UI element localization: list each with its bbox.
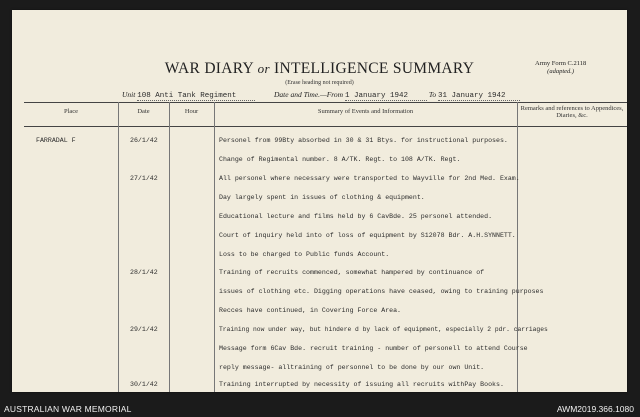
row-summary: All personel where necessary were transported to Wayville for 2nd Med. Exam. bbox=[219, 175, 520, 182]
row-summary: Court of inquiry held into of loss of equipment by S12078 Bdr. A.H.SYNNETT. bbox=[219, 232, 516, 239]
row-summary: Educational lecture and films held by 6 CavBde. 25 personel attended. bbox=[219, 213, 493, 220]
date-to-value: 31 January 1942 bbox=[438, 92, 520, 101]
row-summary: Training interrupted by necessity of issuing all recruits withPay Books. bbox=[219, 381, 504, 388]
diary-page bbox=[12, 10, 627, 392]
row-summary: Day largely spent in issues of clothing & equipment. bbox=[219, 194, 425, 201]
col-divider bbox=[214, 102, 215, 392]
row-date: 29/1/42 bbox=[130, 326, 158, 333]
diary-table bbox=[24, 102, 627, 392]
date-to-label: To bbox=[428, 90, 437, 99]
col-divider bbox=[118, 102, 119, 392]
date-line bbox=[274, 90, 520, 101]
row-summary: Personel from 99Bty absorbed in 30 & 31 Btys. for instructional purposes. bbox=[219, 137, 508, 144]
title-or: or bbox=[257, 61, 270, 76]
table-top-rule bbox=[24, 102, 627, 103]
row-summary: Training of recruits commenced, somewhat hampered by continuance of bbox=[219, 269, 485, 276]
erase-heading-note: (Erase heading not required) bbox=[285, 80, 354, 86]
unit-label: Unit bbox=[122, 90, 136, 99]
row-summary: Message form 6Cav Bde. recruit training - number of personell to attend Course bbox=[219, 345, 528, 352]
adapted-label: (adapted.) bbox=[547, 68, 575, 75]
institution-caption: AUSTRALIAN WAR MEMORIAL bbox=[4, 404, 132, 414]
army-form-label: Army Form C.2118 bbox=[535, 60, 587, 67]
title-war-diary: WAR DIARY bbox=[164, 60, 254, 77]
row-summary: Recces have continued, in Covering Force Area. bbox=[219, 307, 402, 314]
unit-value: 108 Anti Tank Regiment bbox=[137, 92, 255, 101]
col-header-remarks: Remarks and references to Appendices, Diaries, &c. bbox=[520, 105, 624, 119]
title-intelligence-summary: INTELLIGENCE SUMMARY bbox=[274, 60, 475, 77]
army-form-number bbox=[535, 60, 586, 76]
col-divider bbox=[169, 102, 170, 392]
col-header-summary: Summary of Events and Information bbox=[317, 108, 414, 115]
row-date: 28/1/42 bbox=[130, 269, 158, 276]
accession-number: AWM2019.366.1080 bbox=[556, 404, 634, 414]
row-summary: Change of Regimental number. 8 A/TK. Regt. to 108 A/TK. Regt. bbox=[219, 156, 461, 163]
row-summary: issues of clothing etc. Digging operations have ceased, owing to training purposes bbox=[219, 288, 544, 295]
row-summary: reply message- alltraining of personnel to be done by our own Unit. bbox=[219, 364, 485, 371]
row-summary: Training now under way, but hindere d by lack of equipment, especially 2 pdr. carriages bbox=[219, 326, 548, 333]
header-rule bbox=[24, 126, 627, 127]
row-date: 26/1/42 bbox=[130, 137, 158, 144]
date-from-value: 1 January 1942 bbox=[345, 92, 427, 101]
row-date: 30/1/42 bbox=[130, 381, 158, 388]
date-from-label: Date and Time.—From bbox=[274, 90, 344, 99]
col-header-hour: Hour bbox=[184, 108, 199, 115]
col-header-date: Date bbox=[137, 108, 150, 115]
row-summary: Loss to be charged to Public funds Account. bbox=[219, 251, 390, 258]
row-date: 27/1/42 bbox=[130, 175, 158, 182]
col-header-place: Place bbox=[63, 108, 79, 115]
unit-line bbox=[122, 90, 255, 101]
row-place: FARRADAL F bbox=[36, 137, 76, 144]
